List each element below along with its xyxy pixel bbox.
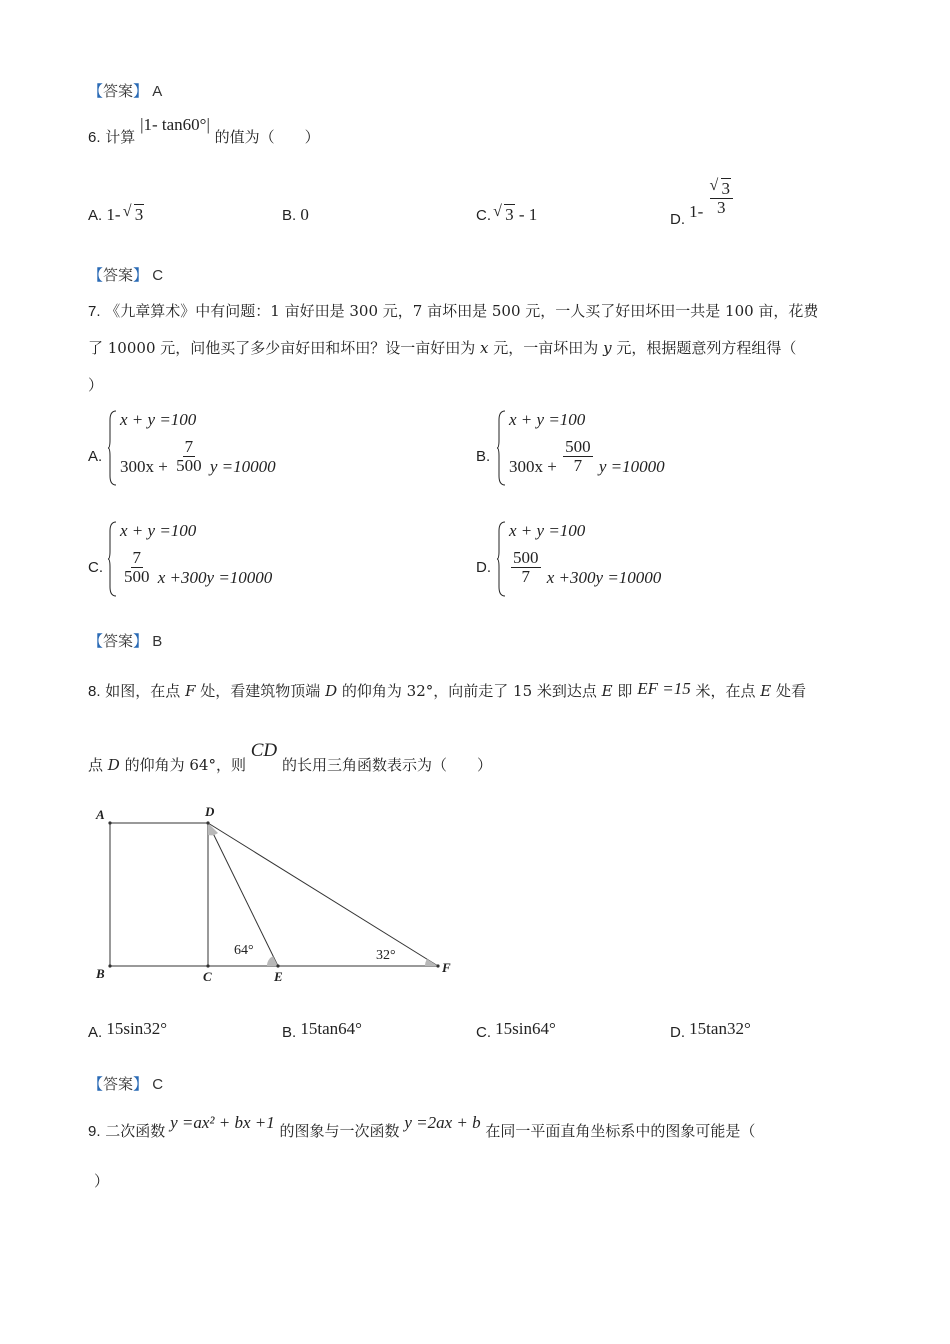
numerator: 7 xyxy=(184,437,194,456)
question-number: 9. xyxy=(88,1123,101,1140)
denominator: 7 xyxy=(521,566,530,586)
question-text: 在同一平面直角坐标系中的图象可能是（ xyxy=(485,1122,756,1140)
question-text: ） xyxy=(94,1172,110,1190)
equation-2 xyxy=(509,549,661,586)
angle-64-label: 64° xyxy=(234,943,254,958)
answer-value: A xyxy=(152,83,163,100)
angle-64-mark xyxy=(267,956,278,966)
question-text: 元，根据题意列方程组得（ xyxy=(616,339,797,357)
q8-figure xyxy=(90,800,470,990)
equation-1: x + y =100 xyxy=(509,410,586,429)
question-9-line-1 xyxy=(88,1113,756,1141)
equation-1: x + y =100 xyxy=(509,521,586,540)
question-text: 处，看建筑物顶端 xyxy=(200,682,321,700)
q7-option-c-label: C. xyxy=(88,559,103,576)
label-e: E xyxy=(274,969,283,984)
answer-bracket-close: 】 xyxy=(133,633,149,650)
answer-label: 答案 xyxy=(103,1076,134,1093)
question-text: 米，在点 xyxy=(695,682,756,700)
equation-2 xyxy=(120,438,276,475)
q7-option-d-label: D. xyxy=(476,559,491,576)
question-text: ） xyxy=(88,376,104,394)
question-prompt: 计算 xyxy=(105,128,136,146)
option-text: 1- xyxy=(106,205,121,224)
option-text: 1- xyxy=(689,202,704,222)
fraction xyxy=(710,180,734,217)
answer-bracket-close: 】 xyxy=(133,1076,149,1093)
answer-q8 xyxy=(88,1073,163,1094)
abs-expression: |1- tan60°| xyxy=(140,115,210,134)
option-label: C. xyxy=(476,1024,491,1041)
fraction xyxy=(122,549,152,586)
sqrt xyxy=(495,205,515,225)
quadratic-expression: y =ax² + bx +1 xyxy=(170,1113,275,1132)
answer-bracket-open: 【 xyxy=(88,83,104,100)
answer-value: C xyxy=(152,267,164,284)
variable-x: x xyxy=(480,339,489,357)
q8-option-d xyxy=(670,1019,751,1042)
option-label: B. xyxy=(282,1024,297,1041)
q6-option-b xyxy=(282,205,309,225)
answer-value: B xyxy=(152,633,163,650)
equation-tail: x +300y =10000 xyxy=(546,568,662,588)
numerator: 7 xyxy=(132,548,141,567)
answer-q5 xyxy=(88,80,162,101)
dot-a xyxy=(108,821,111,824)
coefficient: 300x + xyxy=(120,457,168,477)
dot-f xyxy=(436,964,439,967)
denominator: 500 xyxy=(176,455,202,475)
dot-d xyxy=(206,821,209,824)
q7-option-c-system xyxy=(120,521,340,599)
q8-option-a xyxy=(88,1019,167,1042)
radicand: 3 xyxy=(134,205,144,224)
label-b: B xyxy=(96,966,105,981)
angle-d-mark xyxy=(208,823,218,835)
question-9-line-2 xyxy=(94,1170,109,1191)
q8-option-c xyxy=(476,1019,556,1042)
question-6 xyxy=(88,115,320,147)
option-label: B. xyxy=(282,207,297,224)
numerator: 500 xyxy=(565,437,591,456)
question-text: 了 10000 元，问他买了多少亩好田和坏田？设一亩好田为 xyxy=(88,339,476,357)
equation-tail: y =10000 xyxy=(598,457,665,477)
option-label: D. xyxy=(670,1024,685,1041)
question-text: 的长用三角函数表示为（ ） xyxy=(281,756,492,774)
question-8-line-1 xyxy=(88,680,806,701)
option-expression: 15sin64° xyxy=(495,1019,556,1038)
option-label: A. xyxy=(88,1024,103,1041)
variable-y: y xyxy=(603,339,612,357)
q7-option-d-system xyxy=(509,521,729,599)
answer-label: 答案 xyxy=(103,267,134,284)
answer-label: 答案 xyxy=(103,83,134,100)
question-number: 8. xyxy=(88,683,101,700)
dot-e xyxy=(276,964,279,967)
question-text: 点 xyxy=(88,756,104,774)
q6-option-c xyxy=(476,205,537,225)
question-text: 元，一亩坏田为 xyxy=(493,339,599,357)
question-7-line-1 xyxy=(88,300,818,321)
sqrt xyxy=(125,205,145,225)
numerator: 500 xyxy=(513,548,539,567)
ef-expression: EF =15 xyxy=(637,679,691,698)
denominator: 500 xyxy=(124,566,150,586)
equation-2 xyxy=(509,438,665,475)
label-c: C xyxy=(203,969,212,984)
answer-bracket-close: 】 xyxy=(133,83,149,100)
answer-value: C xyxy=(152,1076,164,1093)
option-text: 0 xyxy=(300,205,309,224)
angle-32-mark xyxy=(425,959,438,966)
point-d: D xyxy=(107,756,120,774)
answer-bracket-close: 】 xyxy=(133,267,149,284)
cd-expression: CD xyxy=(250,740,278,761)
dot-b xyxy=(108,964,111,967)
option-expression: 15sin32° xyxy=(106,1019,167,1038)
label-f: F xyxy=(442,960,451,975)
question-text: 的仰角为 32°，向前走了 15 米到达点 xyxy=(341,682,597,700)
radicand: 3 xyxy=(721,179,731,198)
question-text: 处看 xyxy=(776,682,807,700)
q6-option-d xyxy=(670,179,735,229)
brace-icon xyxy=(497,521,507,597)
label-d: D xyxy=(205,804,215,819)
question-number: 7. xyxy=(88,303,101,320)
option-expression: 15tan32° xyxy=(689,1019,751,1038)
equation-tail: x +300y =10000 xyxy=(157,568,273,588)
radicand: 3 xyxy=(505,205,514,224)
question-number: 6. xyxy=(88,129,101,146)
answer-q7 xyxy=(88,630,162,651)
question-7-line-2 xyxy=(88,337,796,358)
question-text: 的仰角为 64°，则 xyxy=(124,756,246,774)
option-label: C. xyxy=(476,207,491,224)
question-7-line-3 xyxy=(88,374,103,395)
point-d: D xyxy=(325,682,338,700)
option-label: D. xyxy=(670,211,685,229)
equation-2 xyxy=(120,549,272,586)
denominator: 3 xyxy=(717,197,726,217)
q8-option-b xyxy=(282,1019,362,1042)
point-e: E xyxy=(760,682,772,700)
brace-icon xyxy=(108,521,118,597)
option-expression: 15tan64° xyxy=(300,1019,362,1038)
coefficient: 300x + xyxy=(509,457,557,477)
q7-option-a-system xyxy=(120,410,340,488)
fraction xyxy=(511,549,541,586)
question-text: 二次函数 xyxy=(105,1122,166,1140)
answer-bracket-open: 【 xyxy=(88,633,104,650)
question-8-line-2 xyxy=(88,740,492,776)
answer-bracket-open: 【 xyxy=(88,1076,104,1093)
denominator: 7 xyxy=(573,455,583,475)
q6-option-a xyxy=(88,205,144,225)
answer-q6 xyxy=(88,264,163,285)
question-text: 《九章算术》中有问题：1 亩好田是 300 元，7 亩坏田是 500 元，一人买了好田坏田一共是 100 亩，花费 xyxy=(105,302,819,320)
q7-option-a-label: A. xyxy=(88,448,103,465)
equation-tail: y =10000 xyxy=(209,457,276,477)
dot-c xyxy=(206,964,209,967)
answer-label: 答案 xyxy=(103,633,134,650)
question-suffix: 的值为（ ） xyxy=(214,128,320,146)
fraction xyxy=(563,438,593,475)
option-text: - 1 xyxy=(518,205,538,224)
question-text: 即 xyxy=(617,682,633,700)
equation-1: x + y =100 xyxy=(120,410,197,429)
point-e: E xyxy=(601,682,613,700)
option-label: A. xyxy=(88,207,103,224)
question-text: 如图，在点 xyxy=(105,682,181,700)
brace-icon xyxy=(108,410,118,486)
angle-32-label: 32° xyxy=(376,948,396,963)
brace-icon xyxy=(497,410,507,486)
q7-option-b-label: B. xyxy=(476,448,491,465)
point-f: F xyxy=(185,682,196,700)
equation-1: x + y =100 xyxy=(120,521,197,540)
label-a: A xyxy=(96,807,105,822)
answer-bracket-open: 【 xyxy=(88,267,104,284)
question-text: 的图象与一次函数 xyxy=(279,1122,400,1140)
fraction xyxy=(174,438,204,475)
linear-expression: y =2ax + b xyxy=(404,1113,481,1132)
q7-option-b-system xyxy=(509,410,729,488)
